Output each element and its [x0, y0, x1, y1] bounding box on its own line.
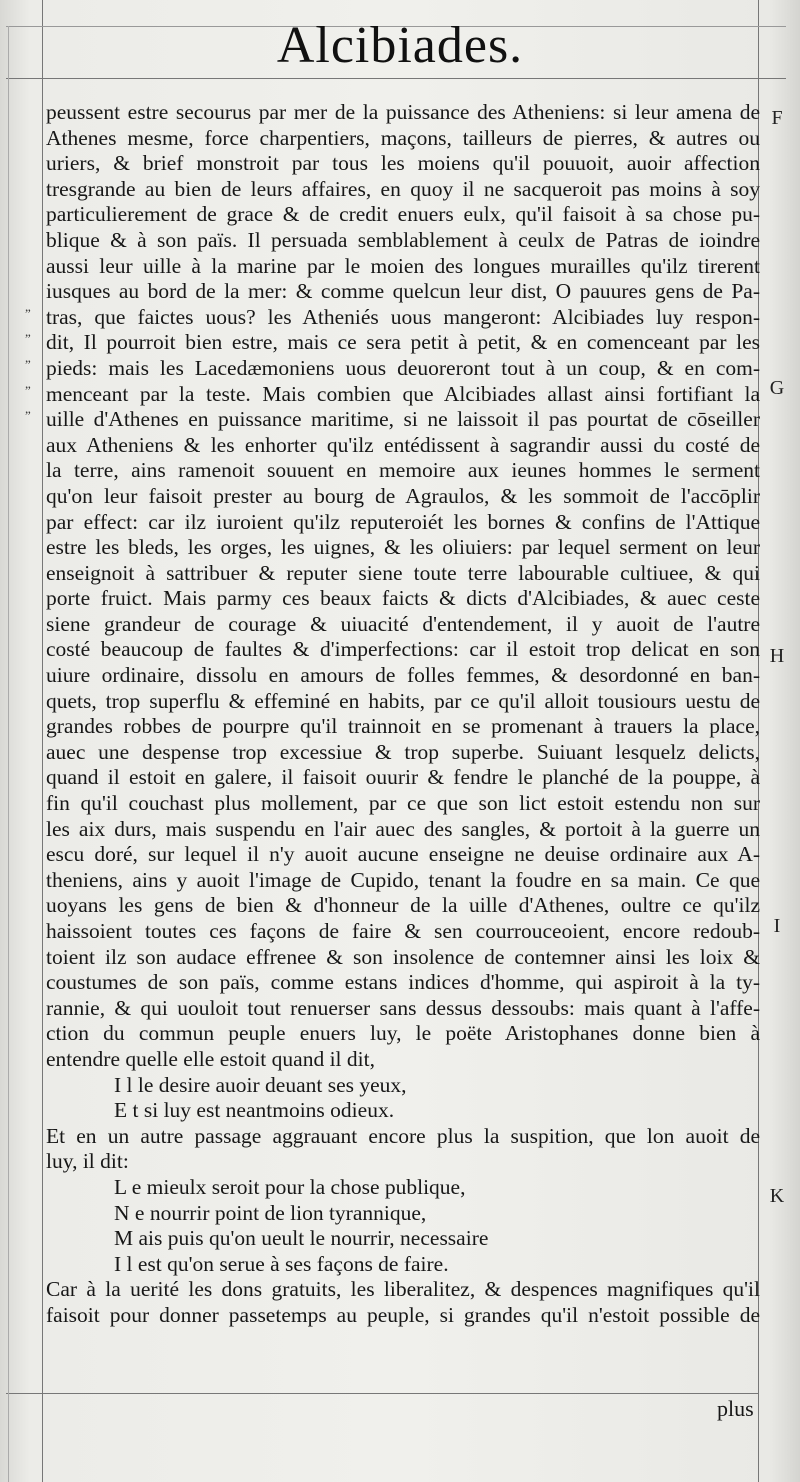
text-line: porte fruict. Mais parmy ces beaux faicts & dicts d'Alcibiades, & auec ceste [46, 586, 760, 611]
text-line: tras, que faictes uous? les Atheniés uous mangeront: Alcibiades luy respon- [46, 304, 760, 329]
verse-line: N e nourrir point de lion tyrannique, [114, 1200, 427, 1225]
margin-quote-mark: „ [25, 376, 31, 391]
margin-letter-h: H [769, 645, 785, 667]
running-head-title: Alcibiades. [276, 17, 524, 74]
text-line: par effect: car ilz iuroient qu'ilz reputeroiét les bornes & confins de l'Attique [46, 509, 760, 534]
header-rule [6, 78, 786, 79]
verse-line: I l le desire auoir deuant ses yeux, [114, 1072, 407, 1097]
margin-letter-i: I [773, 915, 781, 937]
text-line: siene grandeur de courage & uiuacité d'entendement, il y auoit de l'autre [46, 611, 760, 636]
text-line: enseignoit à sattribuer & reputer siene toute terre labourable cultiuee, & qui [46, 560, 760, 585]
text-line: luy, il dit: [46, 1149, 129, 1174]
text-line: toient ilz son audace effrenee & son insolence de contemner ainsi les loix & [46, 944, 760, 969]
text-line: fin qu'il couchast plus mollement, par ce que son lict estoit estendu non sur [46, 791, 760, 816]
text-line: grandes robbes de pourpre qu'il trainnoit en se promenant à trauers la place, [46, 714, 760, 739]
outer-left-rule [8, 26, 9, 1482]
text-line: uiure ordinaire, dissolu en amours de folles femmes, & desordonné en ban- [46, 663, 760, 688]
text-line: quand il estoit en galere, il faisoit ouurir & fendre le planché de la pouppe, à [46, 765, 760, 790]
text-line: entendre quelle elle estoit quand il dit, [46, 1046, 375, 1071]
text-line: aux Atheniens & les enhorter qu'ilz entédissent à sagrandir aussi du costé de [46, 432, 760, 457]
text-line: la terre, ains ramenoit souuent en memoire aux ieunes hommes le serment [46, 458, 760, 483]
margin-letter-k: K [769, 1185, 785, 1207]
main-text-block [46, 100, 760, 1329]
text-line: aussi leur uille à la marine par le moien des longues murailles qu'ilz tirerent [46, 253, 760, 278]
text-line: quets, trop superflu & effeminé en habits, par ce qu'il alloit tousiours uestu de [46, 688, 760, 713]
margin-quote-mark: „ [25, 401, 31, 416]
margin-quote-mark: „ [25, 324, 31, 339]
margin-quote-mark: „ [25, 350, 31, 365]
verse-line: E t si luy est neantmoins odieux. [114, 1098, 395, 1123]
text-line: uoyans les gens de bien & d'honneur de la uille d'Athenes, oultre ce qu'ilz [46, 893, 760, 918]
text-line: menceant par la teste. Mais combien que Alcibiades allast ainsi fortifiant la [46, 381, 760, 406]
text-line: particulierement de grace & de credit enuers eulx, qu'il faisoit à sa chose pu- [46, 202, 760, 227]
margin-letter-f: F [771, 107, 783, 129]
text-line: Athenes mesme, force charpentiers, maçons, tailleurs de pierres, & autres ou [46, 125, 760, 150]
text-line: tresgrande au bien de leurs affaires, en quoy il ne sacqueroit pas moins à soy [46, 176, 760, 201]
text-line: costé beaucoup de faultes & d'imperfections: car il estoit trop delicat en son [46, 637, 760, 662]
left-margin-rule [42, 0, 43, 1482]
text-line: peussent estre secourus par mer de la puissance des Atheniens: si leur amena de [46, 100, 760, 124]
text-line: escu doré, sur lequel il n'y auoit aucune enseigne ne deuise ordinaire aux A- [46, 842, 760, 867]
text-line: theniens, ains y auoit l'image de Cupido, tenant la foudre en sa main. Ce que [46, 867, 760, 892]
text-line: coustumes de son païs, comme estans indices d'homme, qui aspiroit à la ty- [46, 970, 760, 995]
catchword: plus [717, 1396, 754, 1421]
text-line: blique & à son païs. Il persuada semblablement à ceulx de Patras de ioindre [46, 227, 760, 252]
text-line: pieds: mais les Lacedæmoniens uous deuoreront tout à un coup, & en com- [46, 355, 760, 380]
text-line: Car à la uerité les dons gratuits, les liberalitez, & despences magnifiques qu'il [46, 1277, 760, 1302]
text-line: estre les bleds, les orges, les uignes, & les oliuiers: par lequel serment on leur [46, 535, 760, 560]
text-line: faisoit pour donner passetemps au peuple, si grandes qu'il n'estoit possible de [46, 1302, 760, 1327]
margin-quote-mark: „ [25, 299, 31, 314]
verse-line: I l est qu'on serue à ses façons de faire. [114, 1251, 449, 1276]
text-line: iusques au bord de la mer: & comme quelcun leur dist, O pauures gens de Pa- [46, 279, 760, 304]
text-line: uriers, & brief monstroit par tous les moiens qu'il pouuoit, auoir affection [46, 151, 760, 176]
margin-letter-g: G [769, 377, 785, 399]
text-line: auec une despense trop excessiue & trop superbe. Suiuant lesquelz delicts, [46, 739, 760, 764]
verse-line: M ais puis qu'on ueult le nourrir, necessaire [114, 1226, 489, 1251]
text-line: haissoient toutes ces façons de faire & sen courrouceoient, encore redoub- [46, 919, 760, 943]
text-line: ction du commun peuple enuers luy, le poëte Aristophanes donne bien à [46, 1021, 760, 1046]
text-line: les aix durs, mais suspendu en l'air auec des sangles, & portoit à la guerre un [46, 816, 760, 841]
bottom-rule [6, 1393, 758, 1394]
text-line: uille d'Athenes en puissance maritime, si ne laissoit il pas pourtat de cōseiller [46, 407, 760, 432]
verse-line: L e mieulx seroit pour la chose publique, [114, 1174, 466, 1199]
text-line: dit, Il pourroit bien estre, mais ce sera petit à petit, & en comenceant par les [46, 330, 760, 355]
text-line: qu'on leur faisoit prester au bourg de Agraulos, & les sommoit de l'accōplir [46, 483, 760, 508]
text-line: Et en un autre passage aggrauant encore plus la suspition, que lon auoit de [46, 1123, 760, 1148]
text-line: rannie, & qui uouloit tout renuerser sans dessus dessoubs: mais quant à l'affe- [46, 995, 760, 1020]
